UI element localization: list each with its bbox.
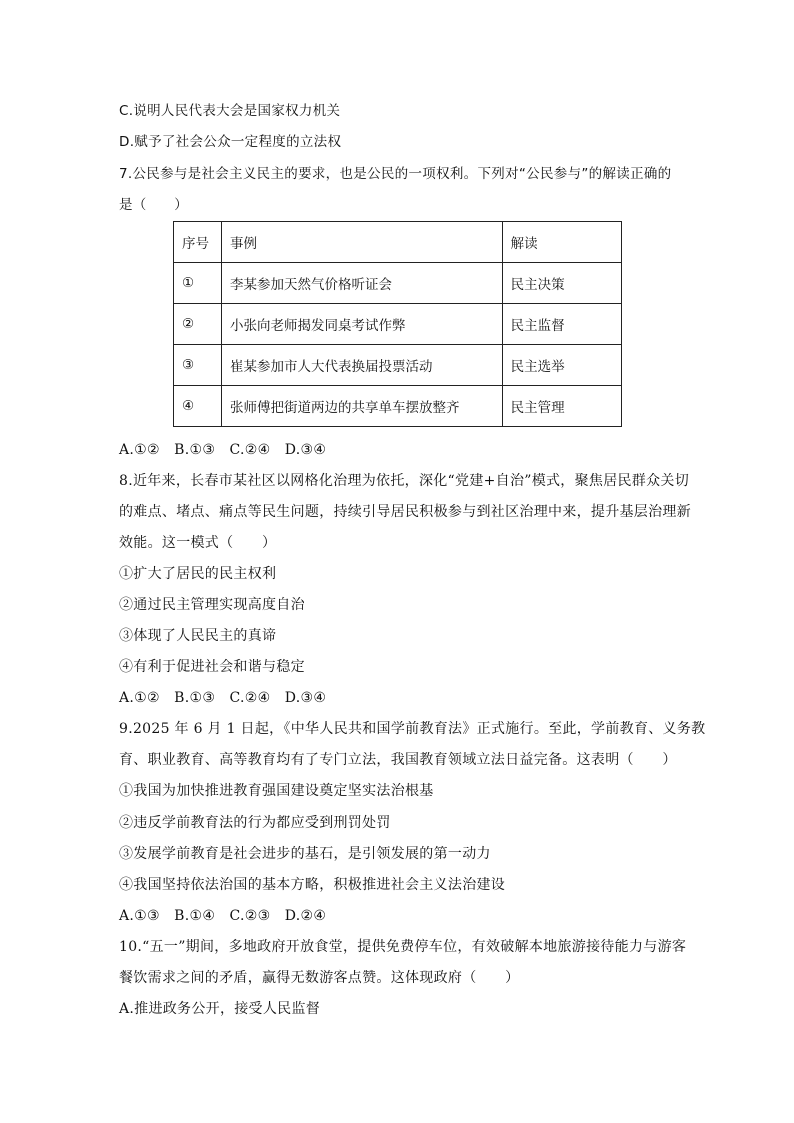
q9-options: A.①③ B.①④ C.②③ D.②④ [119,908,327,924]
q10-stem-line-1: 10.“五一”期间，多地政府开放食堂，提供免费停车位，有效破解本地旅游接待能力与游客 [119,939,687,955]
table-cell: ④ [174,386,222,427]
q7-stem-line-1: 7.公民参与是社会主义民主的要求，也是公民的一项权利。下列对“公民参与”的解读正确的 [119,166,672,182]
q9-stem-line-1: 9.2025 年 6 月 1 日起，《中华人民共和国学前教育法》正式施行。至此，学前教育、义务教 [119,721,706,737]
table-header-cell: 事例 [221,222,502,263]
table-row [174,304,622,345]
table-row [174,345,622,386]
table-cell: 民主选举 [502,345,621,386]
q9-item-4: ④我国坚持依法治国的基本方略，积极推进社会主义法治建设 [119,877,506,893]
q9-item-3: ③发展学前教育是社会进步的基石，是引领发展的第一动力 [119,846,491,862]
table-cell: ③ [174,345,222,386]
q6-option-d: D.赋予了社会公众一定程度的立法权 [119,134,342,150]
q8-options: A.①② B.①③ C.②④ D.③④ [119,690,327,706]
table-header-row [174,222,622,263]
q8-stem-line-2: 的难点、堵点、痛点等民生问题，持续引导居民积极参与到社区治理中来，提升基层治理新 [119,504,691,520]
table-row [174,263,622,304]
table-cell: 李某参加天然气价格听证会 [221,263,502,304]
q6-option-c: C.说明人民代表大会是国家权力机关 [119,103,341,119]
table-cell: ② [174,304,222,345]
table-cell: 崔某参加市人大代表换届投票活动 [221,345,502,386]
q7-table [173,221,622,427]
q10-stem-line-2: 餐饮需求之间的矛盾，赢得无数游客点赞。这体现政府（ ） [119,970,520,986]
table-header-cell: 序号 [174,222,222,263]
q8-item-2: ②通过民主管理实现高度自治 [119,597,305,613]
table-row [174,386,622,427]
q8-item-4: ④有利于促进社会和谐与稳定 [119,659,305,675]
q8-stem-line-1: 8.近年来，长春市某社区以网格化治理为依托，深化“党建+自治”模式，聚焦居民群众关切 [119,473,689,489]
q9-item-1: ①我国为加快推进教育强国建设奠定坚实法治根基 [119,783,434,799]
table-cell: 张师傅把街道两边的共享单车摆放整齐 [221,386,502,427]
table-cell: 民主管理 [502,386,621,427]
q9-item-2: ②违反学前教育法的行为都应受到刑罚处罚 [119,815,391,831]
q8-item-3: ③体现了人民民主的真谛 [119,628,277,644]
q10-option-a: A.推进政务公开，接受人民监督 [119,1001,321,1017]
table-cell: 小张向老师揭发同桌考试作弊 [221,304,502,345]
q9-stem-line-2: 育、职业教育、高等教育均有了专门立法，我国教育领域立法日益完备。这表明（ ） [119,752,677,768]
table-cell: 民主决策 [502,263,621,304]
q8-item-1: ①扩大了居民的民主权利 [119,566,277,582]
q7-options: A.①② B.①③ C.②④ D.③④ [119,442,327,458]
table-header-cell: 解读 [502,222,621,263]
table-cell: 民主监督 [502,304,621,345]
q7-stem-line-2: 是（ ） [119,197,188,213]
q8-stem-line-3: 效能。这一模式（ ） [119,535,277,551]
table-cell: ① [174,263,222,304]
